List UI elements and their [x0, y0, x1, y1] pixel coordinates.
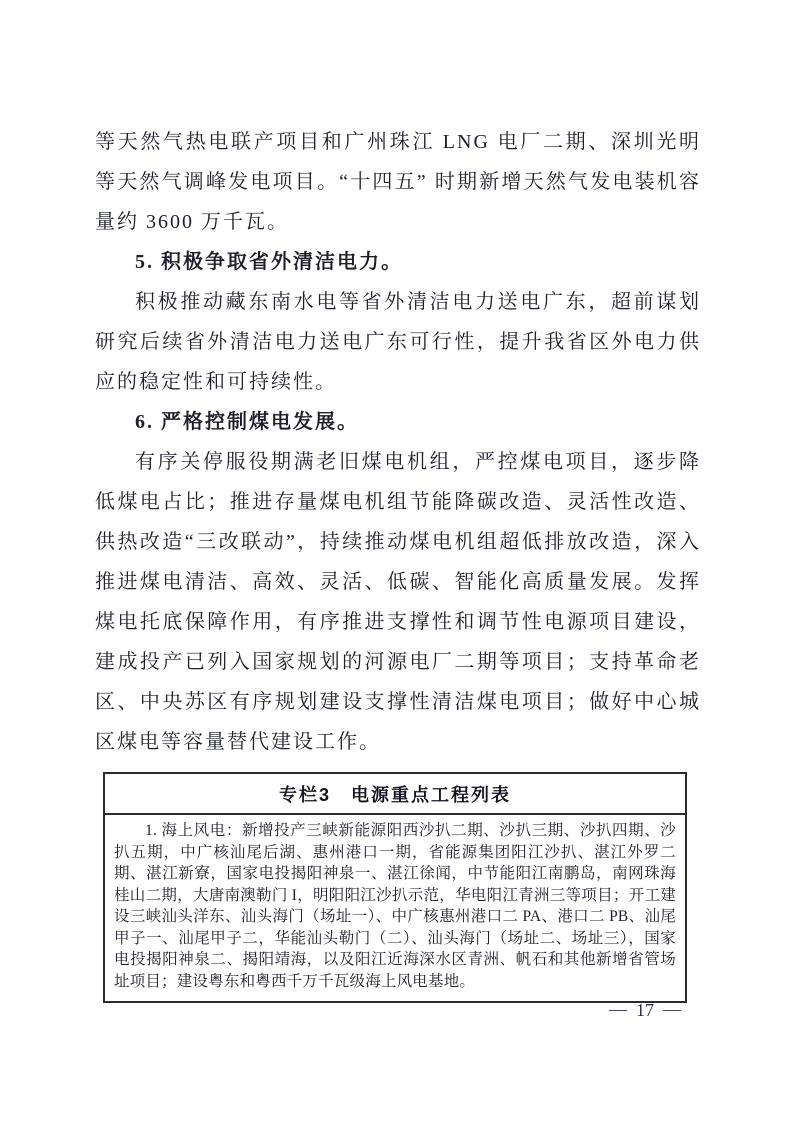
heading-6-coal-power-control: 6. 严格控制煤电发展。 [135, 411, 359, 433]
page-number-right-dash: — [663, 999, 681, 1019]
paragraph-gas-power-projects: 等天然气热电联产项目和广州珠江 LNG 电厂二期、深圳光明等天然气调峰发电项目。“十四五” 时期新增天然气发电装机容量约 3600 万千瓦。 [95, 131, 701, 233]
page-number [585, 1000, 705, 1021]
page-number-value: 17 [636, 1000, 654, 1020]
column-box-3-power-projects [103, 772, 687, 1003]
heading-5-clean-power-outside-province: 5. 积极争取省外清洁电力。 [135, 251, 403, 273]
document-content [95, 122, 701, 1003]
column-box-content-offshore-wind: 1. 海上风电：新增投产三峡新能源阳西沙扒二期、沙扒三期、沙扒四期、沙扒五期，中广核汕尾后湖、惠州港口一期，省能源集团阳江沙扒、湛江外罗二期、湛江新寮，国家电投揭阳神泉一、湛江徐闻，中节能阳江南鹏岛，南网珠海桂山二期，大唐南澳勒门 I，明阳阳江沙扒示范，华电阳江青洲三等项目；开工建设三峡汕头洋东、汕头海门（场址一）、中广核惠州港口二 PA、港口二 PB、汕尾甲子一、汕尾甲子二，华能汕头勒门（二）、汕头海门（场址二、场址三），国家电投揭阳神泉二、揭阳靖海，以及阳江近海深水区青洲、帆石和其他新增省管场址项目；建设粤东和粤西千万千瓦级海上风电基地。 [114, 822, 676, 990]
page-number-left-dash: — [609, 999, 627, 1019]
column-box-title: 专栏3 电源重点工程列表 [105, 774, 685, 815]
paragraph-coal-power-control: 有序关停服役期满老旧煤电机组，严控煤电项目，逐步降低煤电占比；推进存量煤电机组节能降碳改造、灵活性改造、供热改造“三改联动”，持续推动煤电机组超低排放改造，深入推进煤电清洁、高效、灵活、低碳、智能化高质量发展。发挥煤电托底保障作用，有序推进支撑性和调节性电源项目建设，建成投产已列入国家规划的河源电厂二期等项目；支持革命老区、中央苏区有序规划建设支撑性清洁煤电项目；做好中心城区煤电等容量替代建设工作。 [95, 451, 701, 753]
paragraph-outside-clean-power: 积极推动藏东南水电等省外清洁电力送电广东，超前谋划研究后续省外清洁电力送电广东可行性，提升我省区外电力供应的稳定性和可持续性。 [95, 291, 701, 393]
